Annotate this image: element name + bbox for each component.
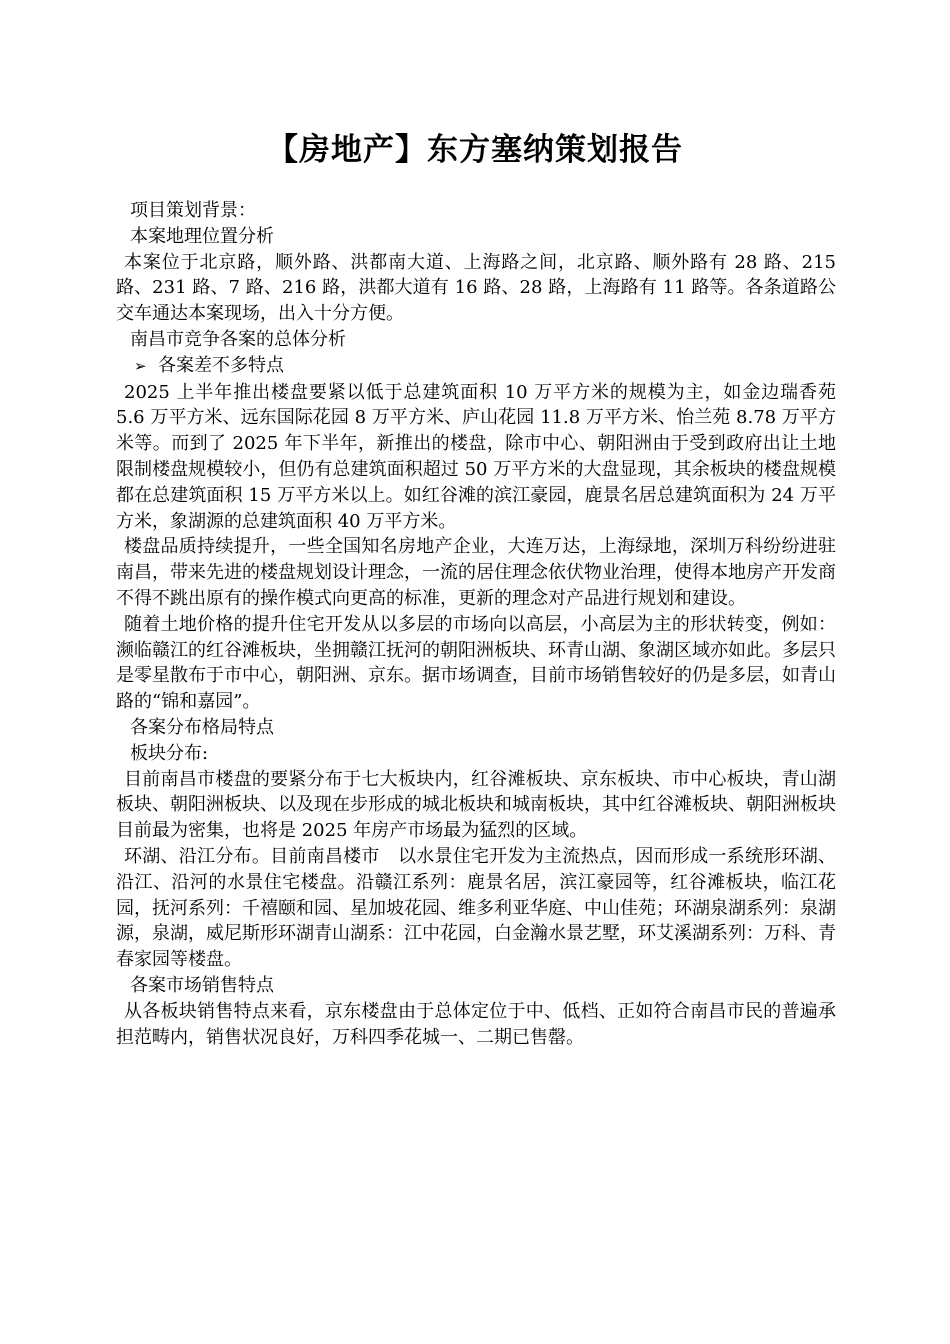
paragraph-sales: 从各板块销售特点来看，京东楼盘由于总体定位于中、低档、正如符合南昌市民的普遍承担范畴内，销售状况良好，万科四季花城一、二期已售罄。 <box>116 1000 836 1048</box>
section-heading-background: 项目策划背景： <box>130 200 256 221</box>
section-heading-plates: 板块分布: <box>130 742 209 764</box>
section-heading-competition: 南昌市竞争各案的总体分析 <box>130 328 346 350</box>
arrow-bullet-icon: ➢ <box>134 356 147 375</box>
paragraph-quality: 楼盘品质持续提升，一些全国知名房地产企业，大连万达，上海绿地，深圳万科纷纷进驻南昌，带来先进的楼盘规划设计理念，一流的居住理念依伏物业治理，使得本地房产开发商不得不跳出原有的操作模式向更高的标准，更新的理念对产品进行规划和建设。 <box>116 536 836 609</box>
section-heading-sales: 各案市场销售特点 <box>130 974 274 996</box>
paragraph-highrise: 随着土地价格的提升住宅开发从以多层的市场向以高层，小高层为主的形状转变，例如：濒临赣江的红谷滩板块，坐拥赣江抚河的朝阳洲板块、环青山湖、象湖区域亦如此。多层只是零星散布于市中心，朝阳洲、京东。据市场调查，目前市场销售较好的仍是多层，如青山路的“锦和嘉园”。 <box>116 613 836 713</box>
paragraph-plates: 目前南昌市楼盘的要紧分布于七大板块内，红谷滩板块、京东板块、市中心板块，青山湖板块、朝阳洲板块、以及现在步形成的城北板块和城南板块，其中红谷滩板块、朝阳洲板块目前最为密集，也将是 2025 年房产市场最为猛烈的区域。 <box>116 768 836 842</box>
bullet-heading-label: 各案差不多特点 <box>158 354 284 376</box>
paragraph-location: 本案位于北京路，顺外路、洪都南大道、上海路之间，北京路、顺外路有 28 路、215 路、231 路、7 路、216 路，洪都大道有 16 路、28 路，上海路有 11 路等。各条道路公交车通达本案现场，出入十分方便。 <box>116 251 836 325</box>
document-title: 【房地产】东方塞纳策划报告 <box>267 132 683 168</box>
section-heading-location: 本案地理位置分析 <box>130 225 274 247</box>
paragraph-scale: 2025 上半年推出楼盘要紧以低于总建筑面积 10 万平方米的规模为主，如金边瑞香苑 5.6 万平方米、远东国际花园 8 万平方米、庐山花园 11.8 万平方米、怡兰苑 8.78 万平方米等。而到了 2025 年下半年，新推出的楼盘，除市中心、朝阳洲由于受到政府出让土地限制楼盘规模较小，但仍有总建筑面积超过 50 万平方米的大盘显现，其余板块的楼盘规模都在总建筑面积 15 万平方米以上。如红谷滩的滨江豪园，鹿景名居总建筑面积为 24 万平方米，象湖源的总建筑面积 40 万平方米。 <box>116 381 836 532</box>
section-heading-distribution: 各案分布格局特点 <box>130 716 274 738</box>
document-body <box>116 198 836 1050</box>
bullet-heading-features <box>116 353 836 380</box>
paragraph-waterfront: 环湖、沿江分布。目前南昌楼市 以水景住宅开发为主流热点，因而形成一系统形环湖、沿江、沿河的水景住宅楼盘。沿赣江系列：鹿景名居，滨江豪园等，红谷滩板块，临江花园，抚河系列：千禧颐和园、星加坡花园、维多利亚华庭、中山佳苑；环湖泉湖系列：泉湖源，泉湖，威尼斯形环湖青山湖系：江中花园，白金瀚水景艺墅，环艾溪湖系列：万科、青春家园等楼盘。 <box>116 845 836 971</box>
